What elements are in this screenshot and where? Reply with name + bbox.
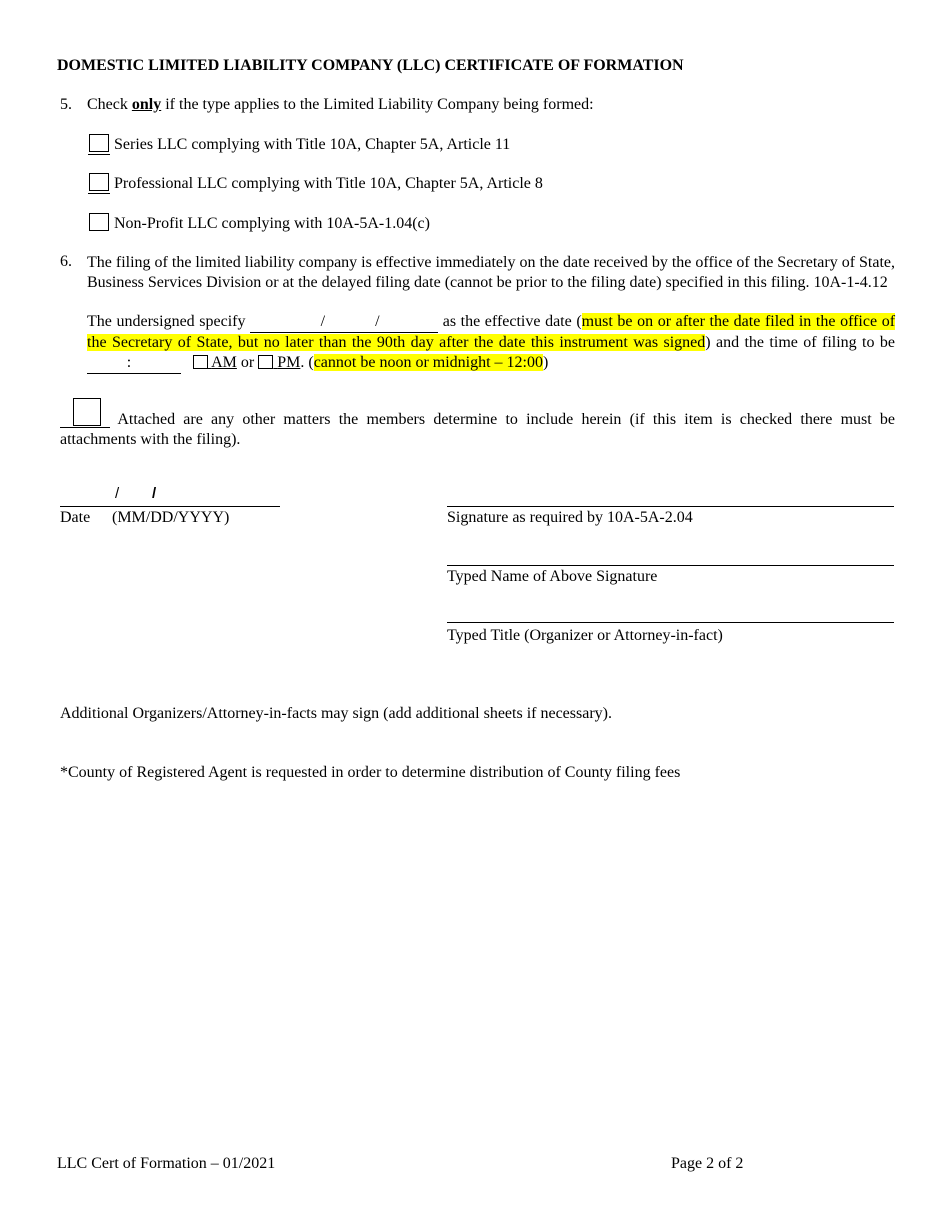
item5-text-before: Check: [87, 96, 132, 113]
attached-text: Attached are any other matters the members determine to include herein (if this item is checked there must be attachments with the filing).: [60, 411, 895, 448]
option-series-llc[interactable]: [88, 134, 510, 155]
item5-text-bold: only: [131, 96, 162, 113]
time-warning: cannot be noon or midnight – 12:00: [313, 354, 543, 371]
pm-option[interactable]: PM: [258, 354, 300, 371]
nonprofit-llc-label: Non-Profit LLC complying with 10A-5A-1.04(c): [114, 215, 430, 232]
item5-text-after: if the type applies to the Limited Liability Company being formed:: [161, 96, 594, 113]
pm-checkbox[interactable]: [258, 355, 273, 369]
document-title: DOMESTIC LIMITED LIABILITY COMPANY (LLC) CERTIFICATE OF FORMATION: [57, 57, 684, 74]
option-professional-llc[interactable]: [88, 173, 543, 194]
series-llc-checkbox[interactable]: [89, 134, 109, 152]
typed-name-line[interactable]: [447, 565, 894, 566]
typed-title-label: Typed Title (Organizer or Attorney-in-fact): [447, 627, 723, 644]
typed-title-line[interactable]: [447, 622, 894, 623]
specify-after: as the effective date (: [438, 313, 582, 330]
am-option[interactable]: AM: [193, 354, 237, 371]
option-nonprofit-llc[interactable]: [88, 213, 430, 233]
item6-effective-date-paragraph: The undersigned specify / / as the effective date (must be on or after the date filed in the office of the Secretary of State, but no later than the 90th day after the date this instrument was signed) and the time of filing to be : AM or PM. (cannot be noon or midnight – 12:00): [87, 312, 895, 374]
item6-number: 6.: [60, 253, 72, 270]
date-field[interactable]: / /: [60, 485, 280, 507]
time-before: ) and the time of filing to be: [705, 334, 896, 351]
footer-form-version: LLC Cert of Formation – 01/2021: [57, 1155, 276, 1172]
effective-date-warning: must be on or after the date filed in the office of the Secretary of State, but no later than the 90th day after the date this instrument was signed: [87, 313, 896, 351]
additional-organizers-note: Additional Organizers/Attorney-in-facts may sign (add additional sheets if necessary).: [60, 705, 612, 722]
date-format: (MM/DD/YYYY): [112, 509, 230, 526]
attached-matters: [60, 409, 895, 450]
professional-llc-checkbox[interactable]: [89, 173, 109, 191]
item5-instruction: [87, 96, 594, 114]
filing-time-field[interactable]: :: [87, 353, 181, 374]
typed-name-label: Typed Name of Above Signature: [447, 568, 658, 585]
series-llc-label: Series LLC complying with Title 10A, Chapter 5A, Article 11: [114, 136, 511, 153]
effective-date-field[interactable]: / /: [250, 312, 438, 333]
am-checkbox[interactable]: [193, 355, 208, 369]
attached-checkbox-line[interactable]: [60, 409, 110, 428]
attached-checkbox[interactable]: [73, 398, 101, 426]
professional-llc-label: Professional LLC complying with Title 10A, Chapter 5A, Article 8: [114, 175, 543, 192]
specify-before: The undersigned specify: [87, 313, 246, 330]
signature-line[interactable]: [447, 506, 894, 507]
county-note: *County of Registered Agent is requested in order to determine distribution of County filing fees: [60, 764, 681, 781]
item6-text: The filing of the limited liability company is effective immediately on the date received by the office of the Secretary of State, Business Services Division or at the delayed filing date (cannot be prior to the filing date) specified in this filing. 10A-1-4.12: [87, 254, 896, 291]
nonprofit-llc-checkbox[interactable]: [89, 213, 109, 231]
footer-page-number: Page 2 of 2: [671, 1155, 744, 1172]
item5-number: 5.: [60, 96, 72, 113]
signature-label: Signature as required by 10A-5A-2.04: [447, 509, 693, 526]
date-label: Date: [60, 509, 91, 526]
